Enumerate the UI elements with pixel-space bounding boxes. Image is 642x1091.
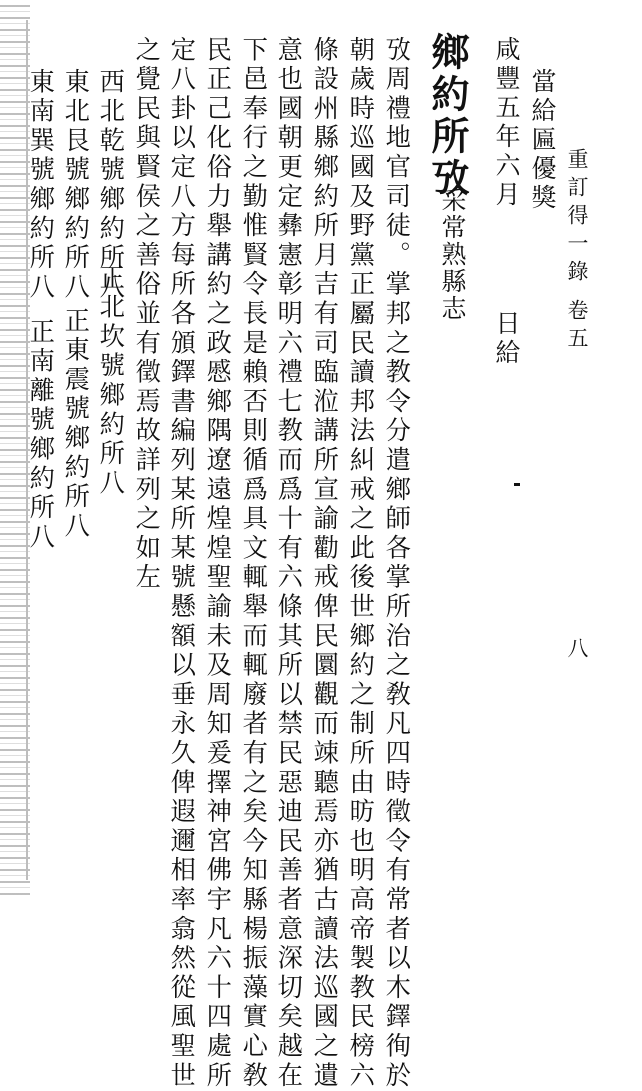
- body-column-8: 之覺民與賢侯之善俗並有徵焉故詳列之如左: [132, 36, 162, 593]
- body-column-5: 下邑奉行之勤惟賢令長是賴否則循爲具文輒舉而輒廢者有之矣今知縣楊振藻實心敎: [239, 36, 269, 1091]
- body-column-3: 條設州縣鄉約所月吉有司臨涖講所宣諭勸戒俾民圜觀而竦聽焉亦猶古讀法巡國之遺: [310, 36, 340, 1091]
- body-column-4: 意也國朝更定彝憲彰明六禮七教而爲十有六條其所以禁民惡迪民善者意深切矣越在: [274, 36, 304, 1091]
- award-line: 當給匾優獎: [528, 68, 557, 213]
- date-day: 日給: [492, 310, 521, 368]
- section-title: 鄉約所攷: [425, 32, 470, 200]
- list-item-northeast: 東北艮號鄉約所八: [61, 68, 91, 303]
- list-item-south: 正南離號鄉約所八: [26, 318, 56, 553]
- stray-ink-mark: [514, 483, 520, 486]
- volume-number: 卷五: [565, 299, 589, 355]
- date-gap: [506, 210, 507, 310]
- body-column-7: 定八卦以定八方每所各頒鐸書編列某所某號懸額以垂永久俾遐邇相率翕然從風聖世: [167, 36, 197, 1091]
- body-column-2: 朝歲時巡國及野黨正屬民讀邦法糾戒之此後世鄉約之制所由昉也明高帝製教民榜六: [346, 36, 376, 1091]
- page-number: 八: [565, 637, 589, 665]
- date-year-month: 咸豐五年六月: [492, 36, 521, 210]
- date-line: [492, 36, 521, 368]
- list-item-east: 正東震號鄉約所八: [61, 307, 91, 542]
- book-title: 重訂得一錄: [565, 148, 589, 288]
- source-credit: 采常熟縣志: [438, 187, 467, 322]
- list-item-northwest: 西北乾號鄉約所八: [96, 68, 126, 303]
- list-item-southeast: 東南巽號鄉約所八: [26, 68, 56, 303]
- list-item-north: 正北坎號鄉約所八: [96, 264, 126, 499]
- body-column-1: 攷周禮地官司徒。掌邦之教令分遣鄉師各掌所治之敎凡四時徵令有常者以木鐸徇於: [382, 36, 412, 1091]
- body-column-6: 民正己化俗力舉講約之政慼鄉隅遼遠煌煌聖諭未及周知爰擇神宮佛宇凡六十四處所: [203, 36, 233, 1091]
